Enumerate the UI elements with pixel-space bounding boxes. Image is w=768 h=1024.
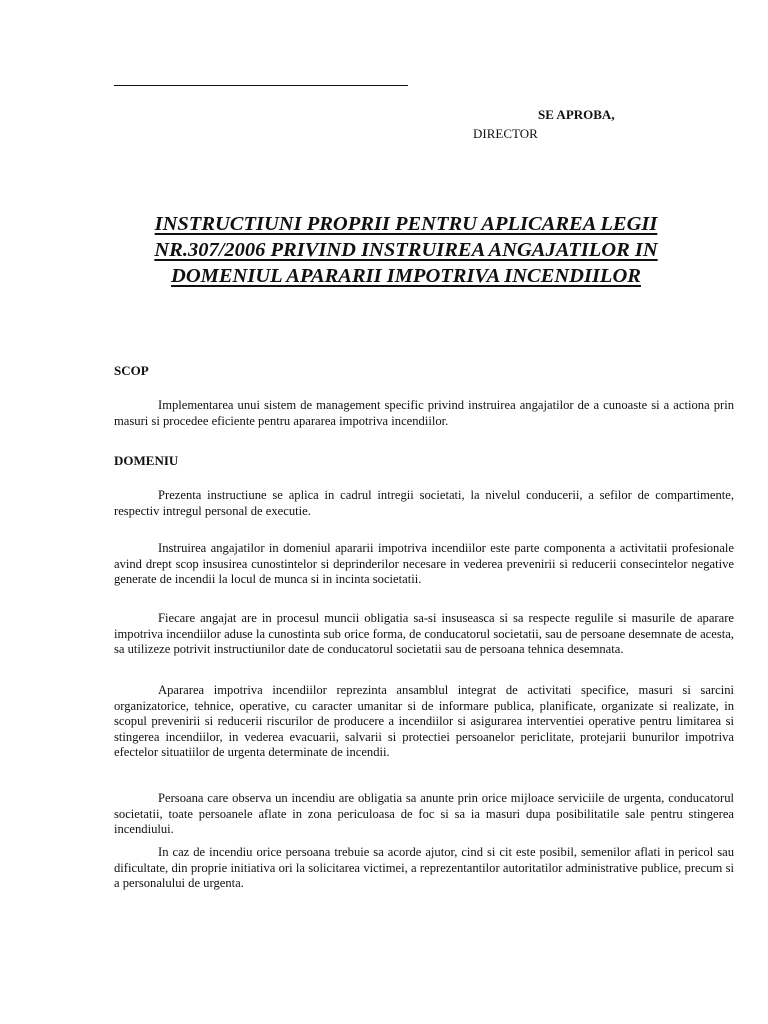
- domeniu-paragraph-6: In caz de incendiu orice persoana trebuie sa acorde ajutor, cind si cit este posibil, semenilor aflati in pericol sau dificultate, din proprie initiativa ori la solicitarea victimei, a reprezentantilor autoritatilor administrative publice, precum si a personalului de urgenta.: [114, 845, 734, 891]
- section-heading-domeniu: DOMENIU: [114, 453, 179, 468]
- document-title: [100, 211, 712, 289]
- title-line-2: NR.307/2006 PRIVIND INSTRUIREA ANGAJATILOR IN: [154, 239, 658, 261]
- section-heading-scop: SCOP: [114, 363, 149, 378]
- director-label: DIRECTOR: [473, 126, 538, 141]
- title-line-3: DOMENIUL APARARII IMPOTRIVA INCENDIILOR: [171, 265, 641, 287]
- title-line-1: INSTRUCTIUNI PROPRII PENTRU APLICAREA LEGII: [154, 213, 658, 235]
- domeniu-paragraph-5: Persoana care observa un incendiu are obligatia sa anunte prin orice mijloace serviciile de urgenta, conducatorul societatii, toate persoanele aflate in zona periculoasa de foc si sa ia masuri dupa posibilitatile sale pentru stingerea incendiului.: [114, 791, 734, 837]
- domeniu-paragraph-1: Prezenta instructiune se aplica in cadrul intregii societati, la nivelul conducerii, a sefilor de compartimente, respectiv intregul personal de executie.: [114, 488, 734, 518]
- scop-paragraph: Implementarea unui sistem de management specific privind instruirea angajatilor de a cunoaste si a actiona prin masuri si procedee eficiente pentru apararea impotriva incendiilor.: [114, 398, 734, 428]
- signature-line: [114, 85, 408, 86]
- approval-label: SE APROBA,: [538, 107, 615, 122]
- domeniu-paragraph-4: Apararea impotriva incendiilor reprezinta ansamblul integrat de activitati specifice, masuri si sarcini organizatorice, tehnice, operative, cu caracter umanitar si de informare publica, planificate, organizate si realizate, in scopul prevenirii si reducerii riscurilor de producere a incendiilor si asigurarea interventiei operative pentru limitarea si stingerea incendiilor, in vederea evacuarii, salvarii si protectiei persoanelor periclitate, protejarii bunurilor impotriva efectelor situatiilor de urgenta determinate de incendii.: [114, 683, 734, 760]
- domeniu-paragraph-2: Instruirea angajatilor in domeniul apararii impotriva incendiilor este parte componenta a activitatii profesionale avind drept scop insusirea cunostintelor si deprinderilor necesare in vederea prevenirii si reducerii consecintelor negative generate de incendii la locul de munca si in incinta societatii.: [114, 541, 734, 587]
- domeniu-paragraph-3: Fiecare angajat are in procesul muncii obligatia sa-si insuseasca si sa respecte regulile si masurile de aparare impotriva incendiilor aduse la cunostinta sub orice forma, de conducatorul societatii, sau de persoane desemnate de acesta, sa utilizeze potrivit instructiunilor date de conducatorul societatii sau de persoana tehnica desemnata.: [114, 611, 734, 657]
